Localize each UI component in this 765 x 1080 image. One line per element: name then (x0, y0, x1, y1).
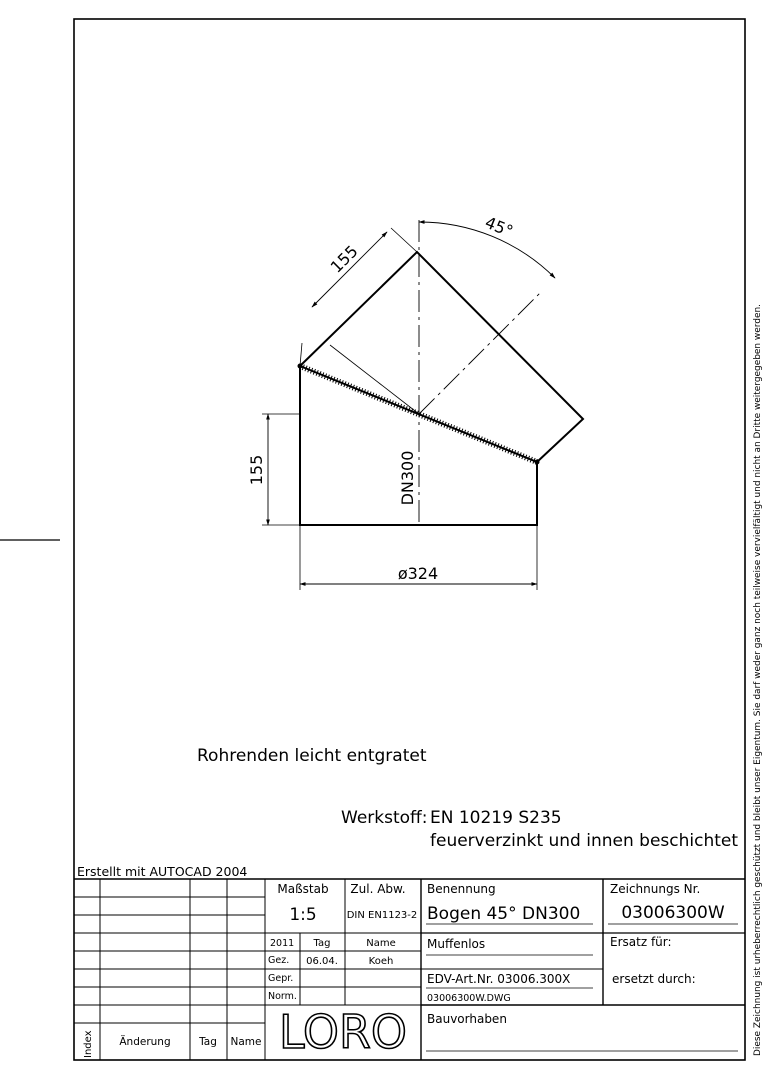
revision-name-label: Name (230, 1036, 262, 1048)
upper-segment-outline (300, 252, 583, 462)
centre-line-inclined (419, 291, 542, 414)
revision-index-label: Index (83, 1030, 94, 1058)
title-block (74, 864, 745, 1060)
revision-change-label: Änderung (119, 1036, 171, 1048)
norm-label: Norm. (268, 991, 297, 1002)
drawn-date: 06.04. (306, 956, 338, 967)
dimension-side-height: 155 (247, 454, 266, 486)
seam-end-dot (535, 460, 540, 465)
scale-label: Maßstab (277, 882, 329, 896)
drawn-name: Koeh (368, 956, 394, 967)
replaced-by-label: ersetzt durch: (612, 972, 696, 986)
date-column-label: Tag (313, 938, 331, 949)
dimension-diameter: ø324 (397, 564, 439, 583)
replacement-for-label: Ersatz für: (610, 935, 672, 949)
dimension-top-length: 155 (326, 241, 362, 277)
material-standard: EN 10219 S235 (430, 808, 562, 828)
dimension-angle: 45° (482, 212, 516, 242)
drawing-number-value: 03006300W (621, 903, 725, 923)
projection-line (330, 345, 419, 414)
copyright-notice: Diese Zeichnung ist urheberrechtlich geschützt und bleibt unser Eigentum. Sie darf weder ganz noch teilweise vervielfältigt und nicht an Dritte weitergegeben werden. (752, 284, 763, 1056)
project-label: Bauvorhaben (427, 1012, 507, 1026)
revision-grid (74, 879, 265, 1060)
tolerance-label: Zul. Abw. (350, 882, 406, 896)
company-logo: LORO (279, 1005, 407, 1059)
edp-article-number: EDV-Art.Nr. 03006.300X (427, 972, 571, 986)
drawing-number-label: Zeichnungs Nr. (610, 882, 701, 896)
designation-value: Bogen 45° DN300 (427, 904, 581, 924)
material-label: Werkstoff: (341, 808, 428, 828)
extension-line (391, 228, 417, 252)
dimension-nominal-size: DN300 (398, 450, 417, 506)
material-coating: feuerverzinkt und innen beschichtet (430, 831, 739, 851)
pipe-bend-drawing (247, 213, 583, 590)
scale-value: 1:5 (289, 905, 317, 925)
drawing-file-name: 03006300W.DWG (427, 993, 511, 1004)
drawn-label: Gez. (268, 955, 290, 966)
revision-day-label: Tag (199, 1036, 217, 1048)
designation-label: Benennung (427, 882, 496, 896)
tolerance-value: DIN EN1123-2 (346, 910, 418, 921)
year-value: 2011 (270, 938, 295, 949)
checked-label: Gepr. (268, 973, 294, 984)
socket-value: Muffenlos (427, 937, 486, 951)
note-deburr: Rohrenden leicht entgratet (197, 746, 427, 766)
name-column-label: Name (366, 938, 396, 949)
extension-line (300, 343, 302, 366)
created-with-note: Erstellt mit AUTOCAD 2004 (77, 864, 248, 879)
